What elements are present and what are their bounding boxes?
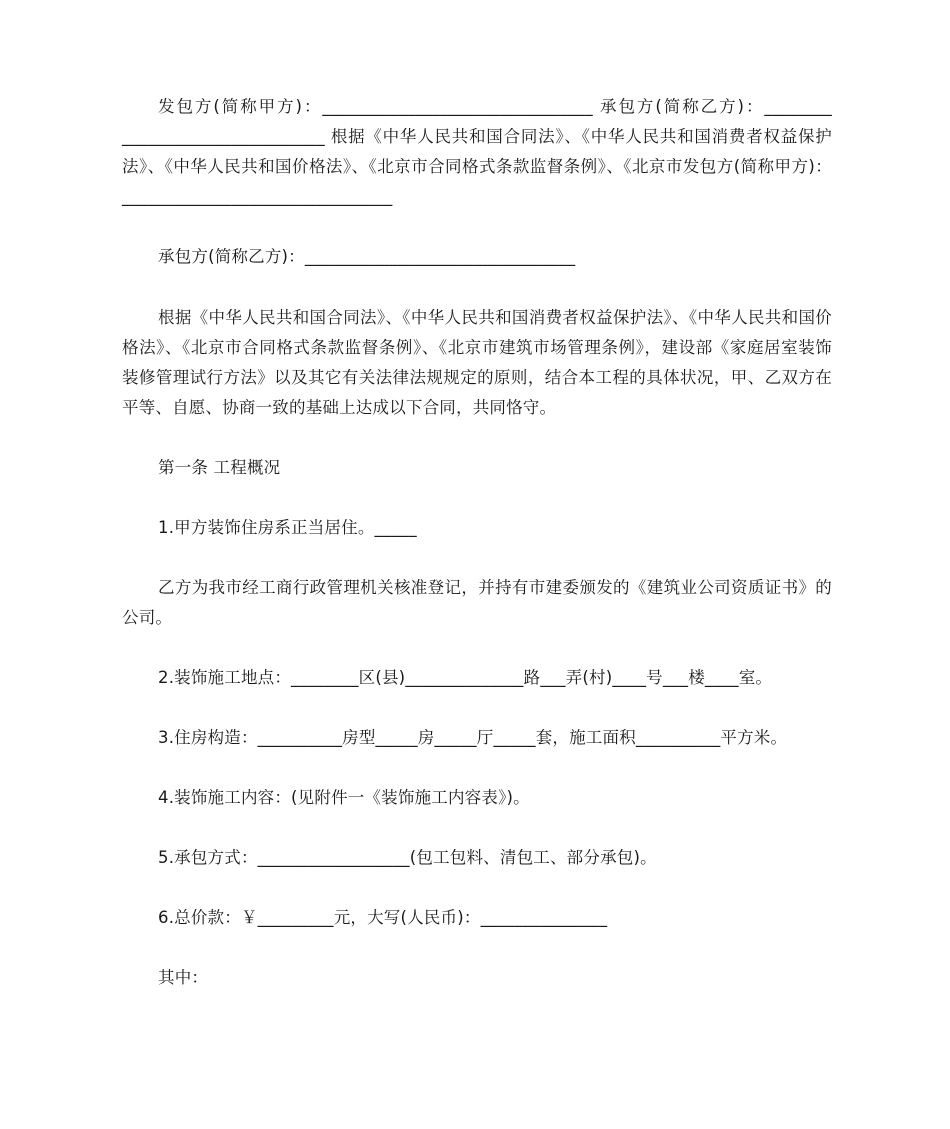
contractor-line: 承包方(简称乙方)：________________________________ xyxy=(158,247,576,266)
article-one-heading: 第一条 工程概况 xyxy=(158,458,281,477)
party-intro-paragraph: 发包方(简称甲方)：________________________________ 承包方(简称乙方)：________ ________________________ 根据《中华人民共和国合同法》、《中华人民共和国消费者权益保护法》、《中华人民共和国价格法》、《北京市合同格式条款监督条例》、《北京市发包方(简称甲方)：________________________________ xyxy=(122,97,832,206)
among-which-label: 其中： xyxy=(158,968,209,987)
clause-6: 6.总价款：￥_________元，大写(人民币)：_______________ xyxy=(158,908,608,927)
clause-3: 3.住房构造：__________房型_____房_____厅_____套，施工面积__________平方米。 xyxy=(158,728,788,747)
contractor-qualification-paragraph: 乙方为我市经工商行政管理机关核准登记，并持有市建委颁发的《建筑业公司资质证书》的公司。 xyxy=(122,578,832,627)
clause-4: 4.装饰施工内容：(见附件一《装饰施工内容表》)。 xyxy=(158,788,530,807)
contract-page xyxy=(122,92,832,993)
clause-1: 1.甲方装饰住房系正当居住。_____ xyxy=(158,518,417,537)
clause-2: 2.装饰施工地点：________区(县)______________路___弄(村)____号___楼____室。 xyxy=(158,668,773,687)
legal-basis-paragraph: 根据《中华人民共和国合同法》、《中华人民共和国消费者权益保护法》、《中华人民共和国价格法》、《北京市合同格式条款监督条例》、《北京市建筑市场管理条例》，建设部《家庭居室装饰装修管理试行方法》以及其它有关法律法规规定的原则，结合本工程的具体状况，甲、乙双方在平等、自愿、协商一致的基础上达成以下合同，共同恪守。 xyxy=(122,308,832,417)
clause-5: 5.承包方式：__________________(包工包料、清包工、部分承包)。 xyxy=(158,848,657,867)
